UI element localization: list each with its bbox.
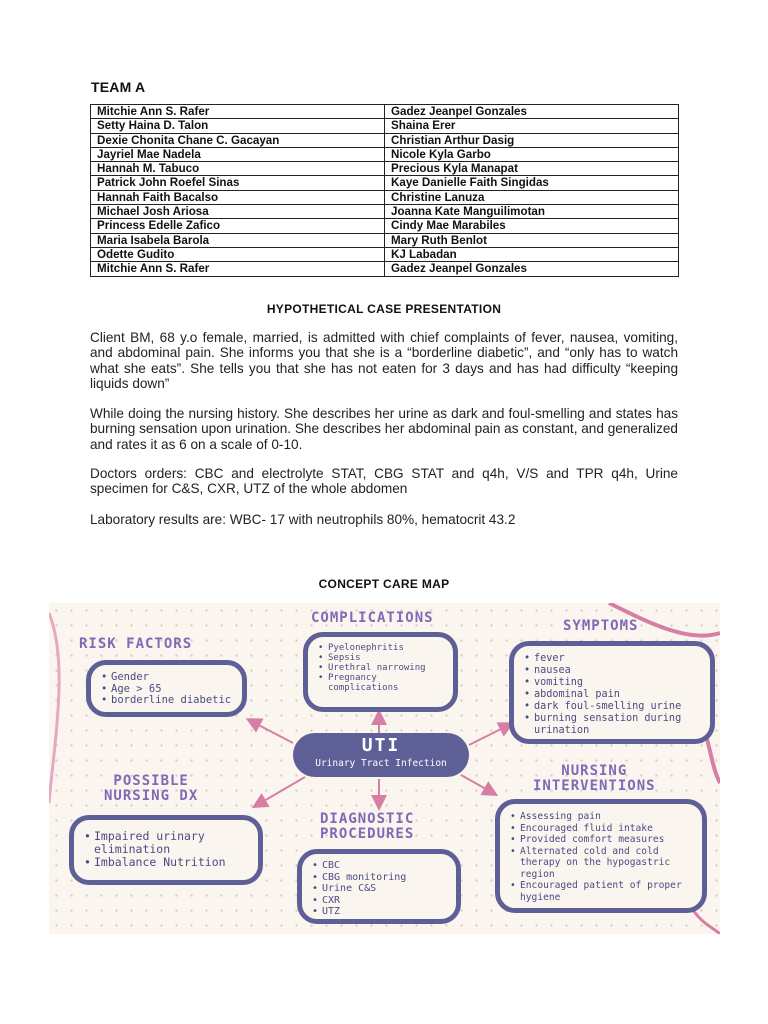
case-title: HYPOTHETICAL CASE PRESENTATION — [266, 302, 502, 316]
interventions-heading: NURSING INTERVENTIONS — [533, 763, 656, 794]
arrow-to-nursing-dx — [257, 777, 305, 805]
list-item: • Pyelonephritis — [318, 643, 443, 653]
uti-title: UTI — [361, 735, 401, 756]
nursing-dx-heading: POSSIBLE NURSING DX — [104, 773, 199, 804]
list-item: • Urine C&S — [312, 883, 446, 895]
arrow-to-risk-factors — [251, 721, 293, 743]
list-item: • vomiting — [524, 677, 700, 689]
case-paragraph-2: While doing the nursing history. She describes her urine as dark and foul-smelling and states has burning sensation upon urination. She describes her abdominal pain as constant, and generalized and rates it as 6 on a scale of 0-10. — [90, 406, 678, 452]
risk-factors-box — [86, 660, 247, 717]
list-item: • burning sensation during urination — [524, 713, 700, 737]
case-paragraph-1: Client BM, 68 y.o female, married, is admitted with chief complaints of fever, nausea, vomiting, and abdominal pain. She informs you that she is a “borderline diabetic”, and “only has to watch what she eats”. She tells you that she has not eaten for 3 days and has had difficulty “keeping liquids down” — [90, 330, 678, 392]
table-row — [91, 190, 679, 204]
case-paragraph-3: Doctors orders: CBC and electrolyte STAT, CBG STAT and q4h, V/S and TPR q4h, Urine specimen for C&S, CXR, UTZ of the whole abdomen — [90, 466, 678, 497]
table-row — [91, 105, 679, 119]
list-item: • Encouraged fluid intake — [510, 823, 692, 835]
member-name-left: Setty Haina D. Talon — [91, 119, 385, 133]
risk-factors-heading: RISK FACTORS — [79, 636, 193, 652]
nursing-dx-box — [69, 815, 263, 885]
diagnostic-box — [297, 849, 461, 924]
table-row — [91, 147, 679, 161]
list-item: • Sepsis — [318, 653, 443, 663]
list-item: • borderline diabetic — [101, 695, 232, 707]
list-item: • UTZ — [312, 906, 446, 918]
list-item: • Imbalance Nutrition — [84, 856, 248, 869]
table-row — [91, 247, 679, 261]
member-name-left: Jayriel Mae Nadela — [91, 147, 385, 161]
member-name-left: Odette Gudito — [91, 247, 385, 261]
table-row — [91, 133, 679, 147]
member-name-right: Gadez Jeanpel Gonzales — [385, 105, 679, 119]
list-item: • CBC — [312, 860, 446, 872]
uti-subtitle: Urinary Tract Infection — [315, 758, 447, 769]
complications-box — [303, 632, 458, 712]
list-item: • dark foul-smelling urine — [524, 701, 700, 713]
list-item: • CXR — [312, 895, 446, 907]
table-row — [91, 119, 679, 133]
member-name-right: Christine Lanuza — [385, 190, 679, 204]
concept-care-map — [49, 603, 720, 934]
member-name-right: Precious Kyla Manapat — [385, 162, 679, 176]
table-row — [91, 176, 679, 190]
concept-map-title: CONCEPT CARE MAP — [318, 577, 450, 591]
arrow-to-symptoms — [469, 725, 509, 745]
member-name-left: Dexie Chonita Chane C. Gacayan — [91, 133, 385, 147]
diagnostic-heading: DIAGNOSTIC PROCEDURES — [320, 811, 415, 842]
list-item: • Provided comfort measures — [510, 834, 692, 846]
list-item: • Encouraged patient of proper hygiene — [510, 880, 692, 903]
table-row — [91, 233, 679, 247]
member-name-left: Hannah M. Tabuco — [91, 162, 385, 176]
list-item: • abdominal pain — [524, 689, 700, 701]
member-name-right: Shaina Erer — [385, 119, 679, 133]
list-item: • Impaired urinary elimination — [84, 830, 248, 856]
list-item: • Alternated cold and cold therapy on the hypogastric region — [510, 846, 692, 881]
symptoms-box — [509, 641, 715, 744]
list-item: • Urethral narrowing — [318, 663, 443, 673]
uti-center-node — [293, 733, 469, 777]
complications-heading: COMPLICATIONS — [311, 610, 434, 626]
case-paragraph-4: Laboratory results are: WBC- 17 with neutrophils 80%, hematocrit 43.2 — [90, 512, 516, 527]
list-item: • CBG monitoring — [312, 872, 446, 884]
member-name-right: Joanna Kate Manguilimotan — [385, 205, 679, 219]
member-name-right: Mary Ruth Benlot — [385, 233, 679, 247]
list-item: • Pregnancy complications — [318, 673, 443, 693]
member-name-left: Hannah Faith Bacalso — [91, 190, 385, 204]
member-name-right: Gadez Jeanpel Gonzales — [385, 262, 679, 276]
member-name-left: Maria Isabela Barola — [91, 233, 385, 247]
interventions-box — [495, 799, 707, 913]
member-name-right: Christian Arthur Dasig — [385, 133, 679, 147]
member-name-right: Cindy Mae Marabiles — [385, 219, 679, 233]
list-item: • Age > 65 — [101, 684, 232, 696]
list-item: • fever — [524, 653, 700, 665]
member-name-right: KJ Labadan — [385, 247, 679, 261]
symptoms-heading: SYMPTOMS — [563, 618, 639, 634]
team-title: TEAM A — [91, 79, 146, 95]
table-row — [91, 219, 679, 233]
member-name-left: Mitchie Ann S. Rafer — [91, 105, 385, 119]
member-name-right: Kaye Danielle Faith Singidas — [385, 176, 679, 190]
member-name-left: Princess Edelle Zafico — [91, 219, 385, 233]
team-roster-table — [90, 104, 679, 277]
arrow-to-interventions — [461, 775, 493, 793]
table-row — [91, 205, 679, 219]
member-name-left: Mitchie Ann S. Rafer — [91, 262, 385, 276]
member-name-right: Nicole Kyla Garbo — [385, 147, 679, 161]
table-row — [91, 162, 679, 176]
member-name-left: Michael Josh Ariosa — [91, 205, 385, 219]
table-row — [91, 262, 679, 276]
list-item: • nausea — [524, 665, 700, 677]
member-name-left: Patrick John Roefel Sinas — [91, 176, 385, 190]
list-item: • Assessing pain — [510, 811, 692, 823]
list-item: • Gender — [101, 672, 232, 684]
